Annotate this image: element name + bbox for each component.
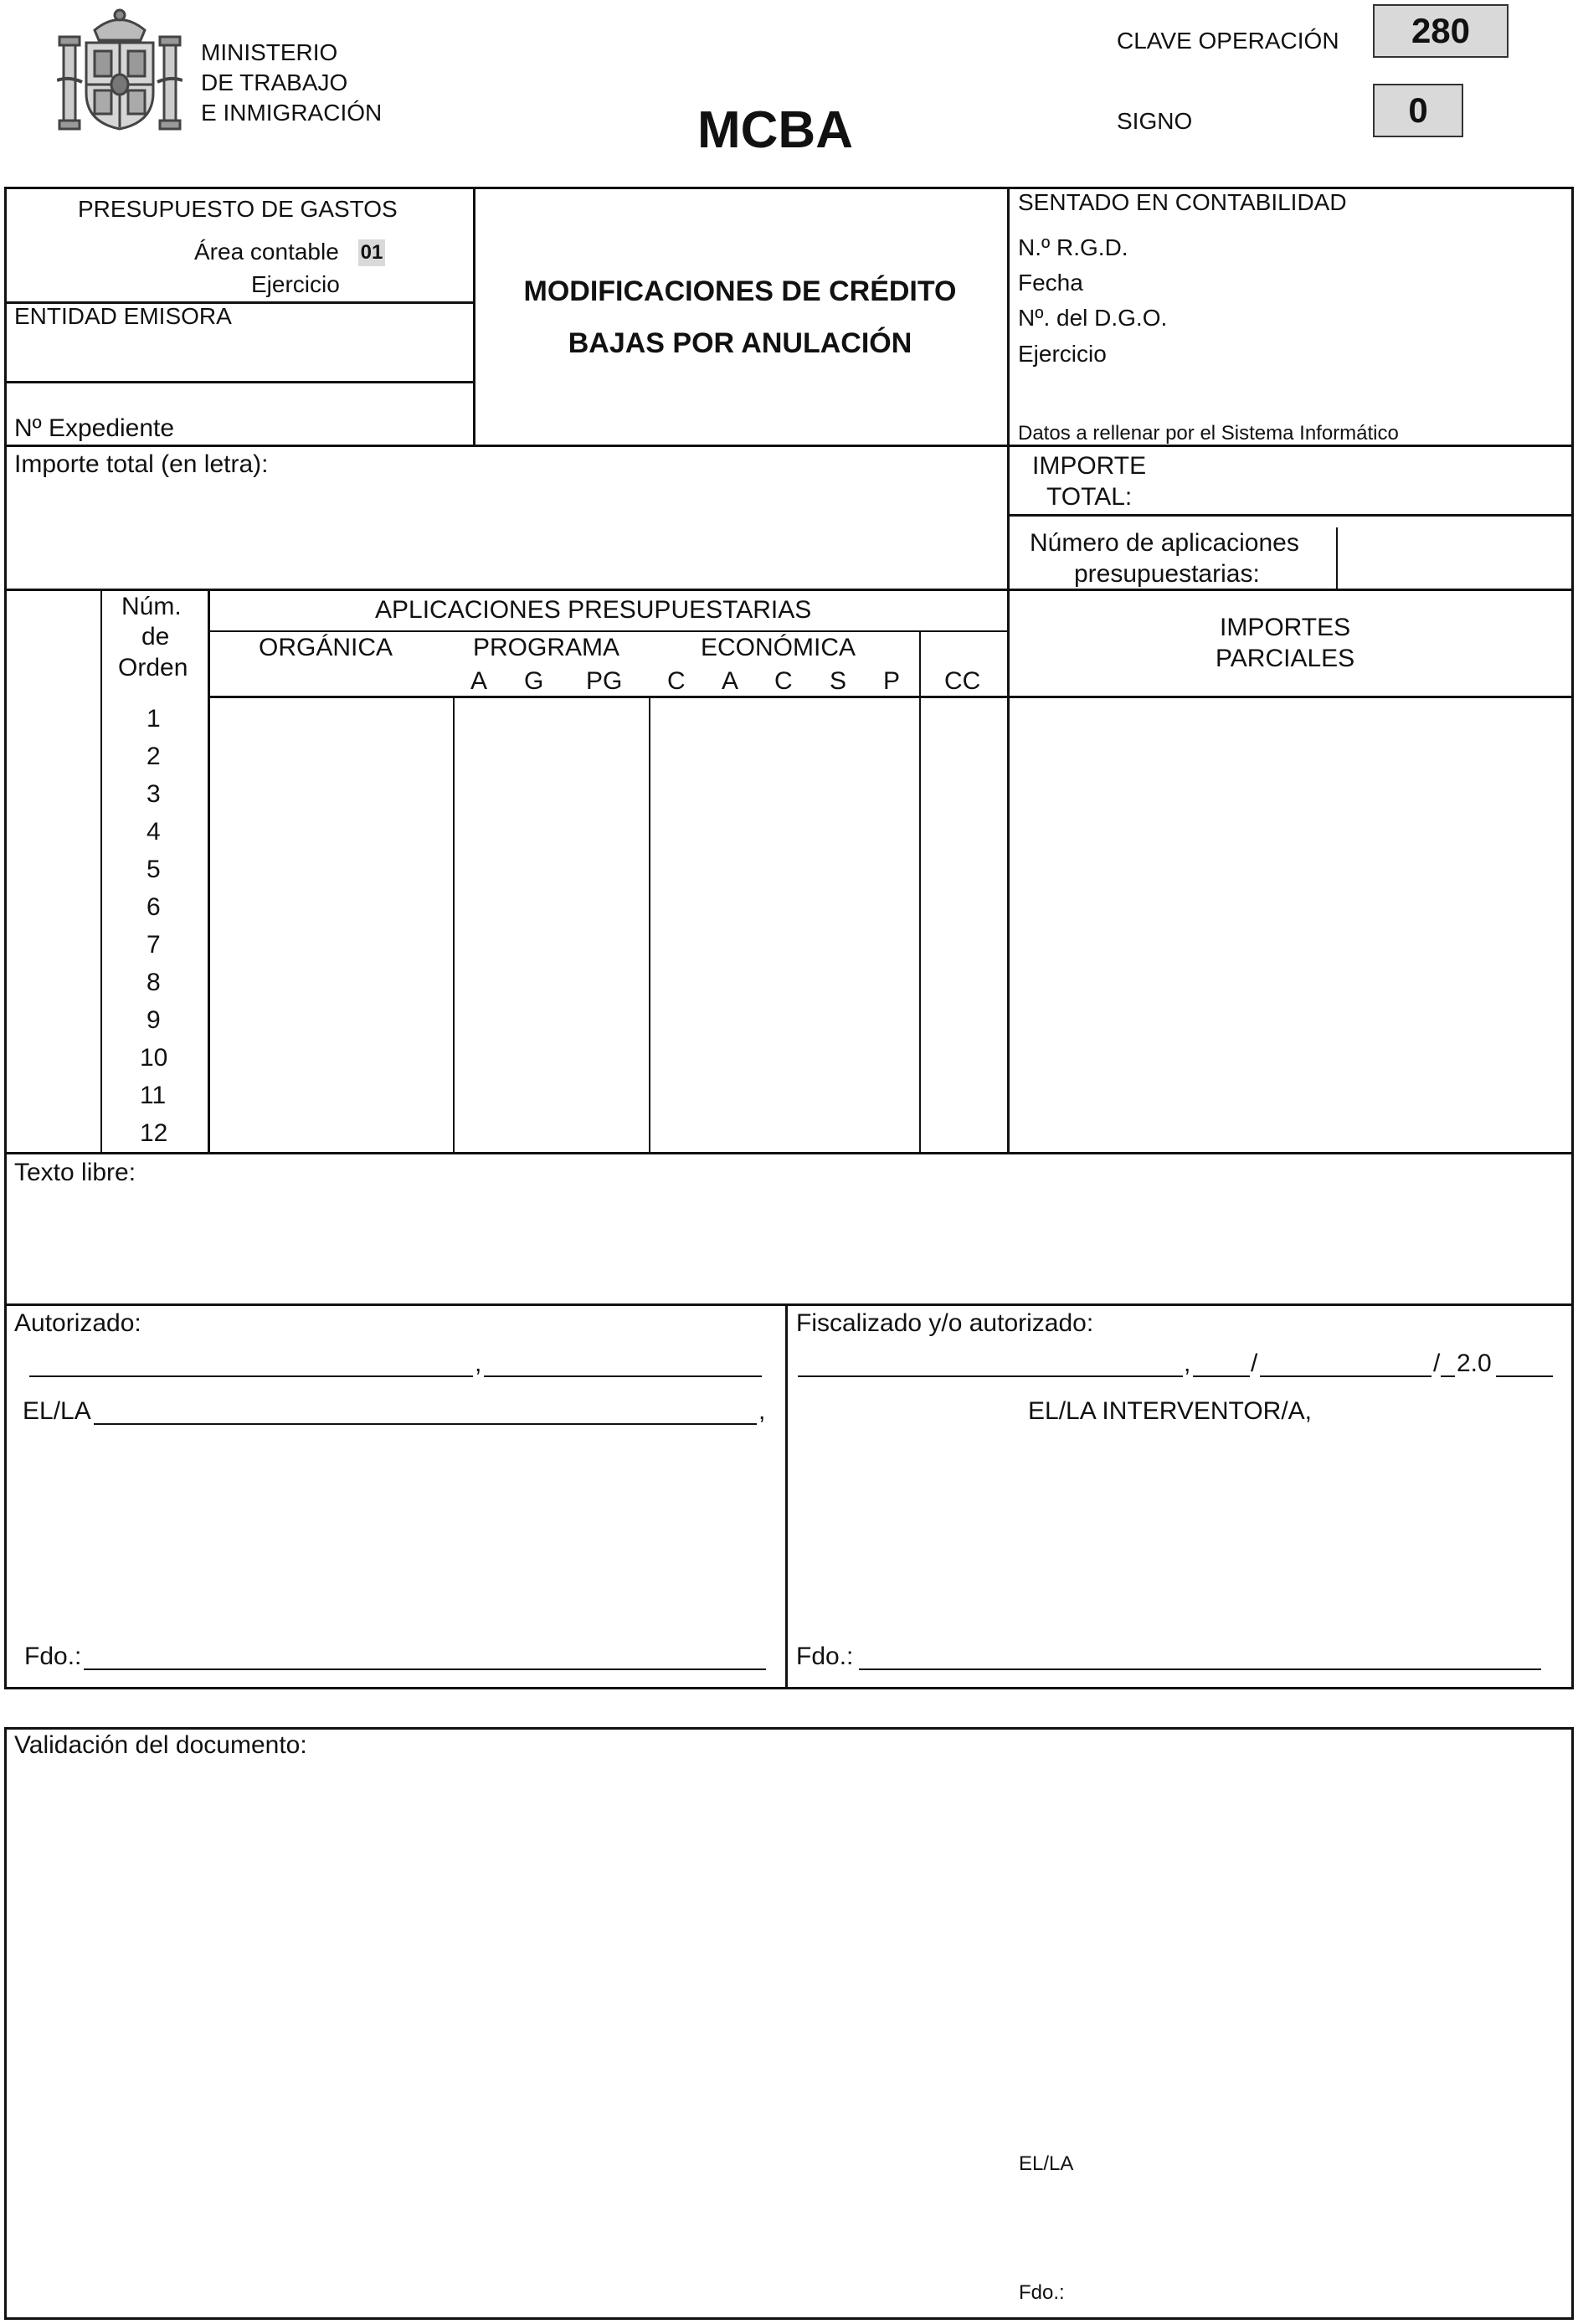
fecha-label: Fecha xyxy=(1018,270,1083,296)
dgo-label: Nº. del D.G.O. xyxy=(1018,305,1168,331)
fiscalizado-label: Fiscalizado y/o autorizado: xyxy=(796,1309,1094,1337)
title-bajas: BAJAS POR ANULACIÓN xyxy=(568,327,912,359)
ministry-line-3: E INMIGRACIÓN xyxy=(201,100,383,126)
row-number-8: 8 xyxy=(146,969,161,996)
autorizado-cargo-line[interactable] xyxy=(94,1423,757,1425)
programa-sub-pg: PG xyxy=(586,667,623,695)
fiscalizado-place-line[interactable] xyxy=(798,1375,1183,1377)
clave-operacion-label: CLAVE OPERACIÓN xyxy=(1117,28,1339,54)
row-number-7: 7 xyxy=(146,931,161,959)
fiscalizado-day-line[interactable] xyxy=(1193,1375,1250,1377)
fiscalizado-month-line[interactable] xyxy=(1260,1375,1432,1377)
num-aplicaciones-line1: Número de aplicaciones xyxy=(1030,529,1299,557)
clave-operacion-value: 280 xyxy=(1373,4,1509,58)
row-number-6: 6 xyxy=(146,893,161,921)
ejercicio-left-label: Ejercicio xyxy=(251,271,340,297)
autorizado-el-la-comma: , xyxy=(758,1397,766,1425)
signo-label: SIGNO xyxy=(1117,108,1193,134)
autorizado-fdo-line[interactable] xyxy=(84,1668,766,1670)
autorizado-fdo-label: Fdo.: xyxy=(24,1643,82,1670)
validacion-el-la: EL/LA xyxy=(1019,2152,1074,2175)
ministry-line-2: DE TRABAJO xyxy=(201,69,348,95)
signo-value: 0 xyxy=(1373,84,1463,137)
aplicaciones-header: APLICACIONES PRESUPUESTARIAS xyxy=(375,596,812,624)
organica-header: ORGÁNICA xyxy=(259,634,393,661)
autorizado-el-la: EL/LA xyxy=(23,1397,91,1425)
texto-libre-label: Texto libre: xyxy=(14,1159,136,1186)
main-form-frame xyxy=(4,187,1574,1689)
row-number-1: 1 xyxy=(146,705,161,733)
row-number-12: 12 xyxy=(140,1119,168,1147)
fiscalizado-slash-1: / xyxy=(1251,1350,1258,1377)
expediente-label: Nº Expediente xyxy=(14,414,175,442)
autorizado-place-line[interactable] xyxy=(29,1375,473,1377)
programa-header: PROGRAMA xyxy=(473,634,620,661)
interventor-label: EL/LA INTERVENTOR/A, xyxy=(1028,1397,1313,1425)
presupuesto-label: PRESUPUESTO DE GASTOS xyxy=(78,196,398,222)
fiscalizado-slash-2: / xyxy=(1433,1350,1441,1377)
title-modificaciones: MODIFICACIONES DE CRÉDITO xyxy=(523,275,957,307)
row-number-5: 5 xyxy=(146,856,161,883)
validacion-fdo: Fdo.: xyxy=(1019,2281,1065,2304)
row-number-10: 10 xyxy=(140,1044,168,1072)
datos-sistema-label: Datos a rellenar por el Sistema Informático xyxy=(1018,422,1399,445)
autorizado-comma: , xyxy=(475,1350,482,1377)
economica-header: ECONÓMICA xyxy=(701,634,856,661)
area-contable-value: 01 xyxy=(358,239,385,266)
entidad-emisora-label: ENTIDAD EMISORA xyxy=(14,303,232,329)
economica-sub-s: S xyxy=(830,667,847,695)
importes-line1: IMPORTES xyxy=(1220,614,1351,641)
cc-header: CC xyxy=(944,667,981,695)
autorizado-label: Autorizado: xyxy=(14,1309,141,1337)
programa-sub-g: G xyxy=(524,667,544,695)
validacion-frame xyxy=(4,1727,1574,2320)
ejercicio-right-label: Ejercicio xyxy=(1018,341,1107,367)
importe-letra-label: Importe total (en letra): xyxy=(14,450,269,478)
importe-total-line2: TOTAL: xyxy=(1046,483,1133,511)
row-number-4: 4 xyxy=(146,818,161,846)
num-orden-line2: de xyxy=(141,623,170,650)
area-contable-label: Área contable xyxy=(194,239,339,265)
fiscalizado-fdo-label: Fdo.: xyxy=(796,1643,854,1670)
economica-sub-a: A xyxy=(722,667,739,695)
num-orden-line1: Núm. xyxy=(121,593,182,620)
economica-sub-p: P xyxy=(883,667,901,695)
row-number-11: 11 xyxy=(140,1082,167,1109)
form-code: MCBA xyxy=(697,101,853,159)
rgd-label: N.º R.G.D. xyxy=(1018,234,1128,260)
ministry-line-1: MINISTERIO xyxy=(201,39,338,65)
fiscalizado-year-line[interactable] xyxy=(1496,1375,1553,1377)
num-aplicaciones-line2: presupuestarias: xyxy=(1074,560,1260,588)
coat-of-arms-icon xyxy=(57,5,182,132)
importes-line2: PARCIALES xyxy=(1216,645,1355,672)
row-number-3: 3 xyxy=(146,780,161,808)
row-number-9: 9 xyxy=(146,1006,161,1034)
importe-total-line1: IMPORTE xyxy=(1032,452,1147,480)
num-orden-line3: Orden xyxy=(118,654,188,681)
economica-sub-c2: C xyxy=(774,667,793,695)
sentado-label: SENTADO EN CONTABILIDAD xyxy=(1018,189,1347,215)
validacion-label: Validación del documento: xyxy=(14,1731,307,1759)
fiscalizado-fdo-line[interactable] xyxy=(859,1668,1541,1670)
fiscalizado-year-prefix: 2.0 xyxy=(1457,1350,1492,1377)
row-number-2: 2 xyxy=(146,743,161,770)
fiscalizado-comma: , xyxy=(1184,1350,1191,1377)
economica-sub-c1: C xyxy=(667,667,686,695)
programa-sub-a: A xyxy=(470,667,488,695)
autorizado-date-line[interactable] xyxy=(484,1375,762,1377)
